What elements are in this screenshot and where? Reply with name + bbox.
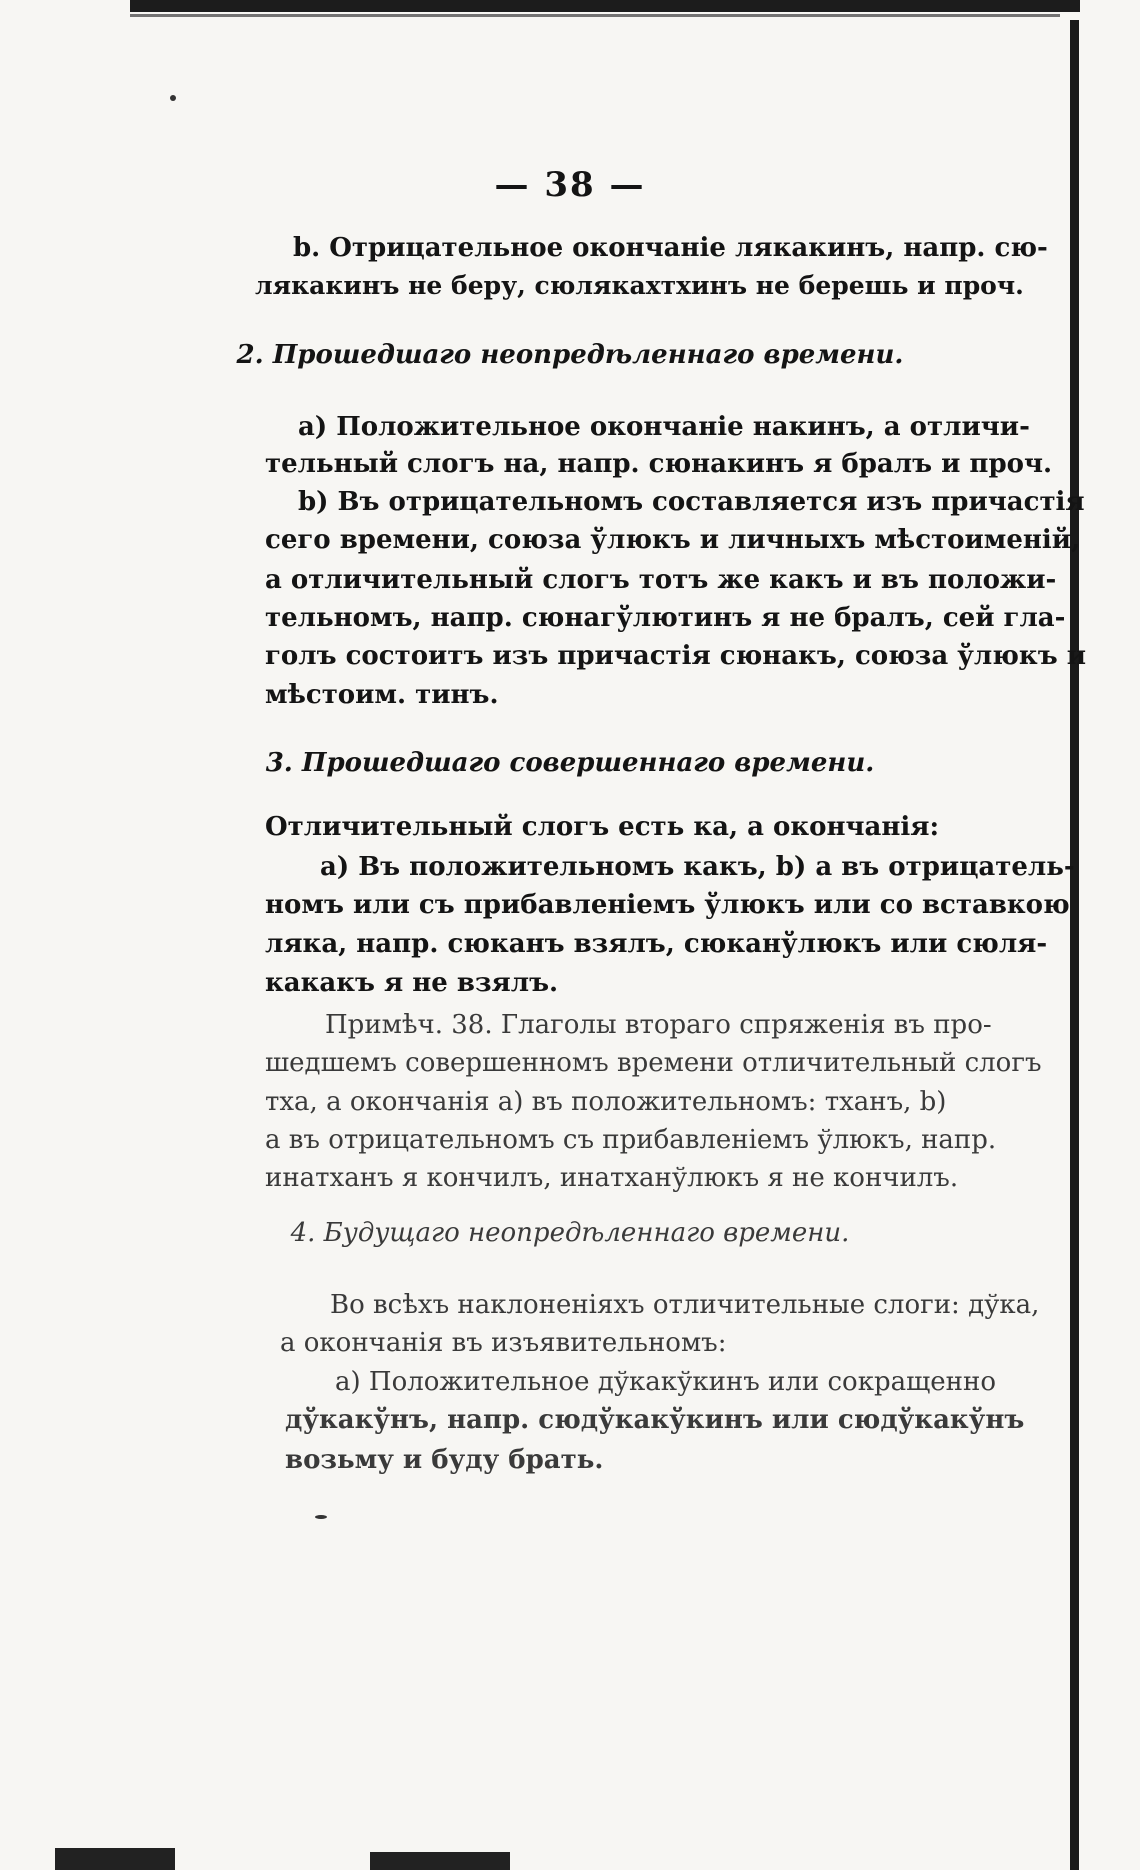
page-number: — 38 — bbox=[494, 165, 646, 205]
section-heading: 3. Прошедшаго совершеннаго времени. bbox=[265, 748, 875, 778]
text-line: дўкакўнъ, напр. сюдўкакўкинъ или сюдўкакўнъ bbox=[285, 1405, 1025, 1435]
text-line: а окончанія въ изъявительномъ: bbox=[280, 1328, 727, 1358]
text-line: a) Положительное дўкакўкинъ или сокращенно bbox=[335, 1367, 996, 1397]
bottom-scan-mark bbox=[370, 1852, 510, 1870]
text-line: голъ состоитъ изъ причастія сюнакъ, союза ўлюкъ и bbox=[265, 641, 1086, 671]
text-line: Отличительный слогъ есть ка, а окончанія: bbox=[265, 812, 940, 842]
note-line: тха, а окончанія а) въ положительномъ: тханъ, b) bbox=[265, 1087, 947, 1117]
top-border-rule bbox=[130, 0, 1080, 12]
section-heading: 4. Будущаго неопредѣленнаго времени. bbox=[290, 1218, 850, 1248]
text-line: сего времени, союза ўлюкъ и личныхъ мѣстоименій, bbox=[265, 525, 1081, 555]
text-line: а отличительный слогъ тотъ же какъ и въ положи- bbox=[265, 565, 1057, 595]
scan-speck bbox=[315, 1515, 327, 1519]
text-line: тельномъ, напр. сюнагўлютинъ я не бралъ, сей гла- bbox=[265, 603, 1066, 633]
text-line: мѣстоим. тинъ. bbox=[265, 680, 499, 710]
note-line: а въ отрицательномъ съ прибавленіемъ ўлюкъ, напр. bbox=[265, 1125, 997, 1155]
text-line: b) Въ отрицательномъ составляется изъ причастія bbox=[298, 487, 1085, 517]
note-line: инатханъ я кончилъ, инатханўлюкъ я не кончилъ. bbox=[265, 1163, 959, 1193]
note-line: Примѣч. 38. Глаголы втораго спряженія въ про- bbox=[325, 1010, 992, 1040]
text-line: Во всѣхъ наклоненіяхъ отличительные слоги: дўка, bbox=[330, 1290, 1040, 1320]
text-line: возьму и буду брать. bbox=[285, 1445, 604, 1475]
text-line: b. Отрицательное окончаніе лякакинъ, напр. сю- bbox=[293, 233, 1048, 263]
note-line: шедшемъ совершенномъ времени отличительный слогъ bbox=[265, 1048, 1042, 1078]
right-page-edge bbox=[1070, 20, 1079, 1870]
text-line: номъ или съ прибавленіемъ ўлюкъ или со вставкою bbox=[265, 890, 1070, 920]
top-border-rule-thin bbox=[130, 14, 1060, 17]
scan-speck bbox=[170, 95, 176, 101]
text-line: тельный слогъ на, напр. сюнакинъ я бралъ и проч. bbox=[265, 449, 1053, 479]
text-line: лякакинъ не беру, сюлякахтхинъ не берешь и проч. bbox=[255, 271, 1024, 300]
text-line: какакъ я не взялъ. bbox=[265, 968, 559, 998]
text-line: ляка, напр. сюканъ взялъ, сюканўлюкъ или сюля- bbox=[265, 929, 1048, 959]
text-line: a) Въ положительномъ какъ, b) а въ отрицатель- bbox=[320, 852, 1075, 882]
section-heading: 2. Прошедшаго неопредѣленнаго времени. bbox=[236, 340, 904, 370]
bottom-scan-mark bbox=[55, 1848, 175, 1870]
text-line: a) Положительное окончаніе накинъ, а отличи- bbox=[298, 412, 1030, 442]
